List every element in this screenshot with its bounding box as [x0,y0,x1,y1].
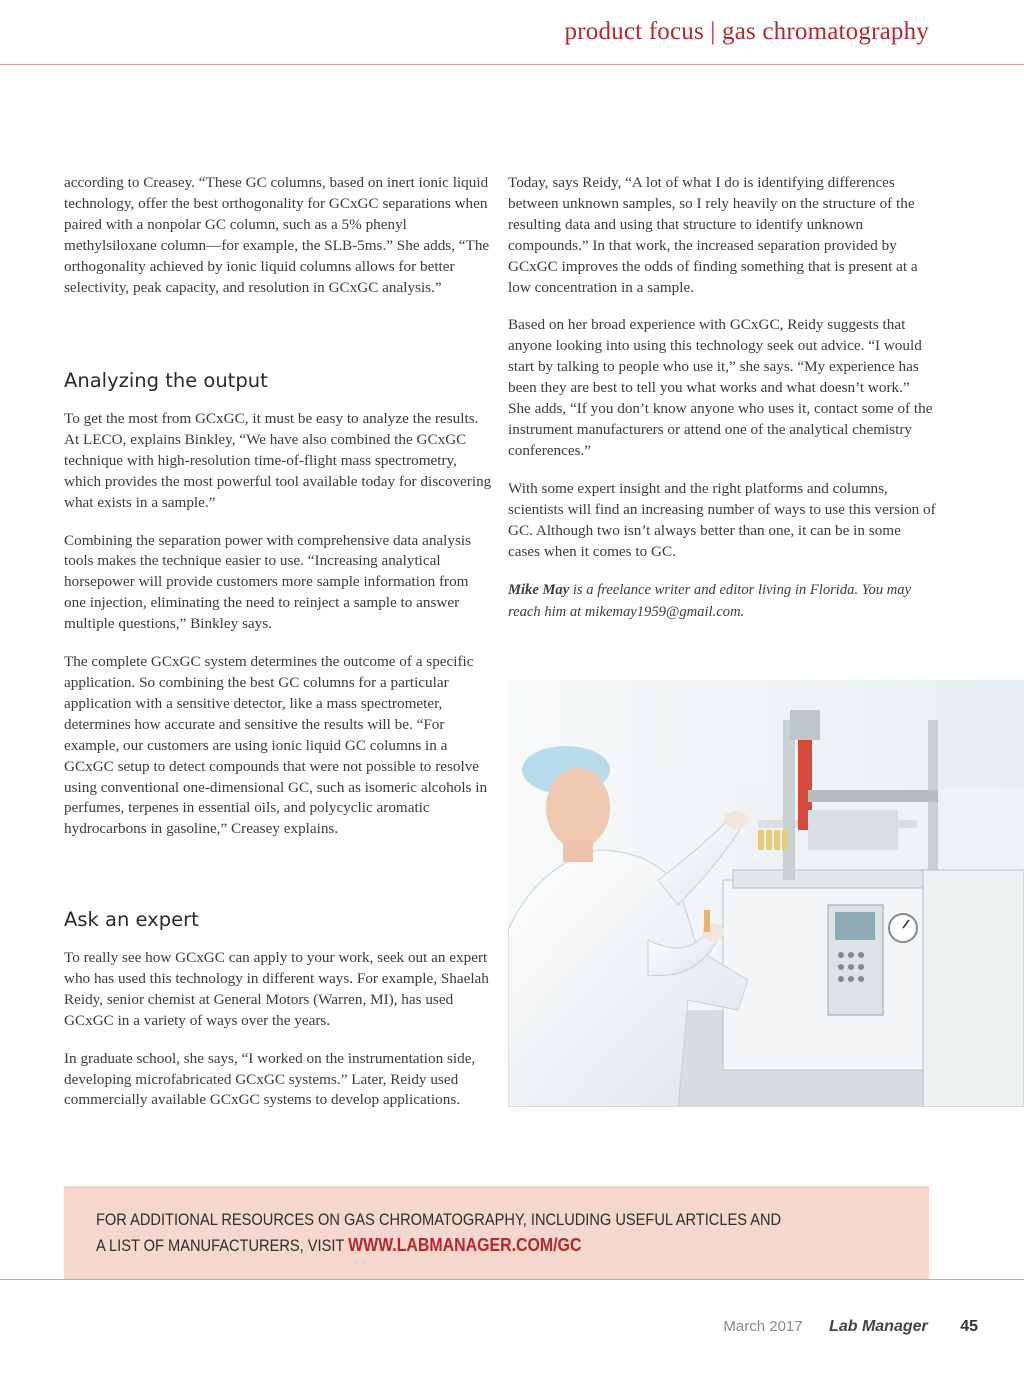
left-column-top [64,173,492,315]
paragraph: To get the most from GCxGC, it must be easy to analyze the results. At LECO, explains Binkley, “We have also combined the GCxGC technique with high-resolution time-of-flight mass spectrometry, which provides the most powerful tool available today for discovering what exists in a sample.” [64,410,492,511]
paragraph: Today, says Reidy, “A lot of what I do is identifying differences between unknown samples, so I rely heavily on the structure of the resulting data and using that structure to identify unknown compounds.” In that work, the increased separation provided by GCxGC improves the odds of finding something that is present at a low concentration in a sample. [508,174,918,296]
resource-line-1: FOR ADDITIONAL RESOURCES ON GAS CHROMATOGRAPHY, INCLUDING USEFUL ARTICLES AND [96,1210,782,1229]
header-divider [0,64,1024,65]
author-bio [508,579,936,623]
page-number: 45 [960,1318,978,1335]
resource-callout [64,1186,929,1279]
lab-photo [508,680,1024,1107]
paragraph: In graduate school, she says, “I worked on the instrumentation side, developing microfabricated GCxGC systems.” Later, Reidy used commercially available GCxGC systems to develop applications. [64,1049,476,1109]
paragraph: Combining the separation power with comprehensive data analysis tools makes the technique easier to use. “Increasing analytical horsepower will provide customers more sample information from one injection, eliminating the need to reinject a sample to answer multiple questions,” Binkley says. [64,531,472,633]
resource-text [96,1207,781,1258]
section-heading-ask-expert: Ask an expert [64,908,199,931]
footer-divider [0,1279,1024,1280]
left-column-bottom [64,948,492,1128]
paragraph: To really see how GCxGC can apply to your work, seek out an expert who has used this technology in different ways. For example, Shaelah Reidy, senior chemist at General Motors (Warren, MI), has used GCxGC in a variety of ways over the years. [64,949,489,1029]
magazine-name: Lab Manager [829,1318,928,1335]
paragraph: The complete GCxGC system determines the outcome of a specific application. So combining the best GC columns for a particular application with a sensitive detector, like a mass spectrometer, determines how accurate and sensitive the results will be. “For example, our customers are using ionic liquid GC columns in a GCxGC setup to detect compounds that were not possible to resolve using conventional one-dimensional GC, such as isomeric alcohols in perfumes, terpenes in essential oils, and polycyclic aromatic hydrocarbons in gasoline,” Creasey explains. [64,653,488,838]
scientist-with-gc-instrument-image [508,680,1024,1107]
author-bio-text: is a freelance writer and editor living in Florida. You may reach him at mikemay1959@gmail.com. [508,582,912,621]
paragraph: Based on her broad experience with GCxGC, Reidy suggests that anyone looking into using this technology seek out advice. “I would start by talking to people who use it,” she says. “My experience has been they are best to tell you what works and what doesn’t work.” She adds, “If you don’t know anyone who uses it, contact some of the instrument manufacturers or attend one of the analytical chemistry conferences.” [508,316,933,459]
paragraph: according to Creasey. “These GC columns, based on inert ionic liquid technology, offer the best orthogonality for GCxGC separations when paired with a nonpolar GC column, such as a 5% phenyl methylsiloxane column—for example, the SLB-5ms.” She adds, “The orthogonality achieved by ionic liquid columns allows for better selectivity, peak capacity, and resolution in GCxGC analysis.” [64,174,490,296]
resource-line-2 [96,1232,781,1258]
issue-date: March 2017 [723,1318,803,1335]
section-header: product focus | gas chromatography [564,18,929,45]
resource-line-2-text: A LIST OF MANUFACTURERS, VISIT [96,1236,349,1255]
right-column [508,173,936,623]
section-heading-analyzing: Analyzing the output [64,369,268,392]
author-name: Mike May [508,582,570,599]
left-column-middle [64,409,492,857]
paragraph: With some expert insight and the right platforms and columns, scientists will find an increasing number of ways to use this version of GC. Although two isn’t always better than one, it can be in some cases when it comes to GC. [508,479,936,560]
page-footer [723,1318,978,1336]
resource-link[interactable]: WWW.LABMANAGER.COM/GC [348,1234,582,1255]
